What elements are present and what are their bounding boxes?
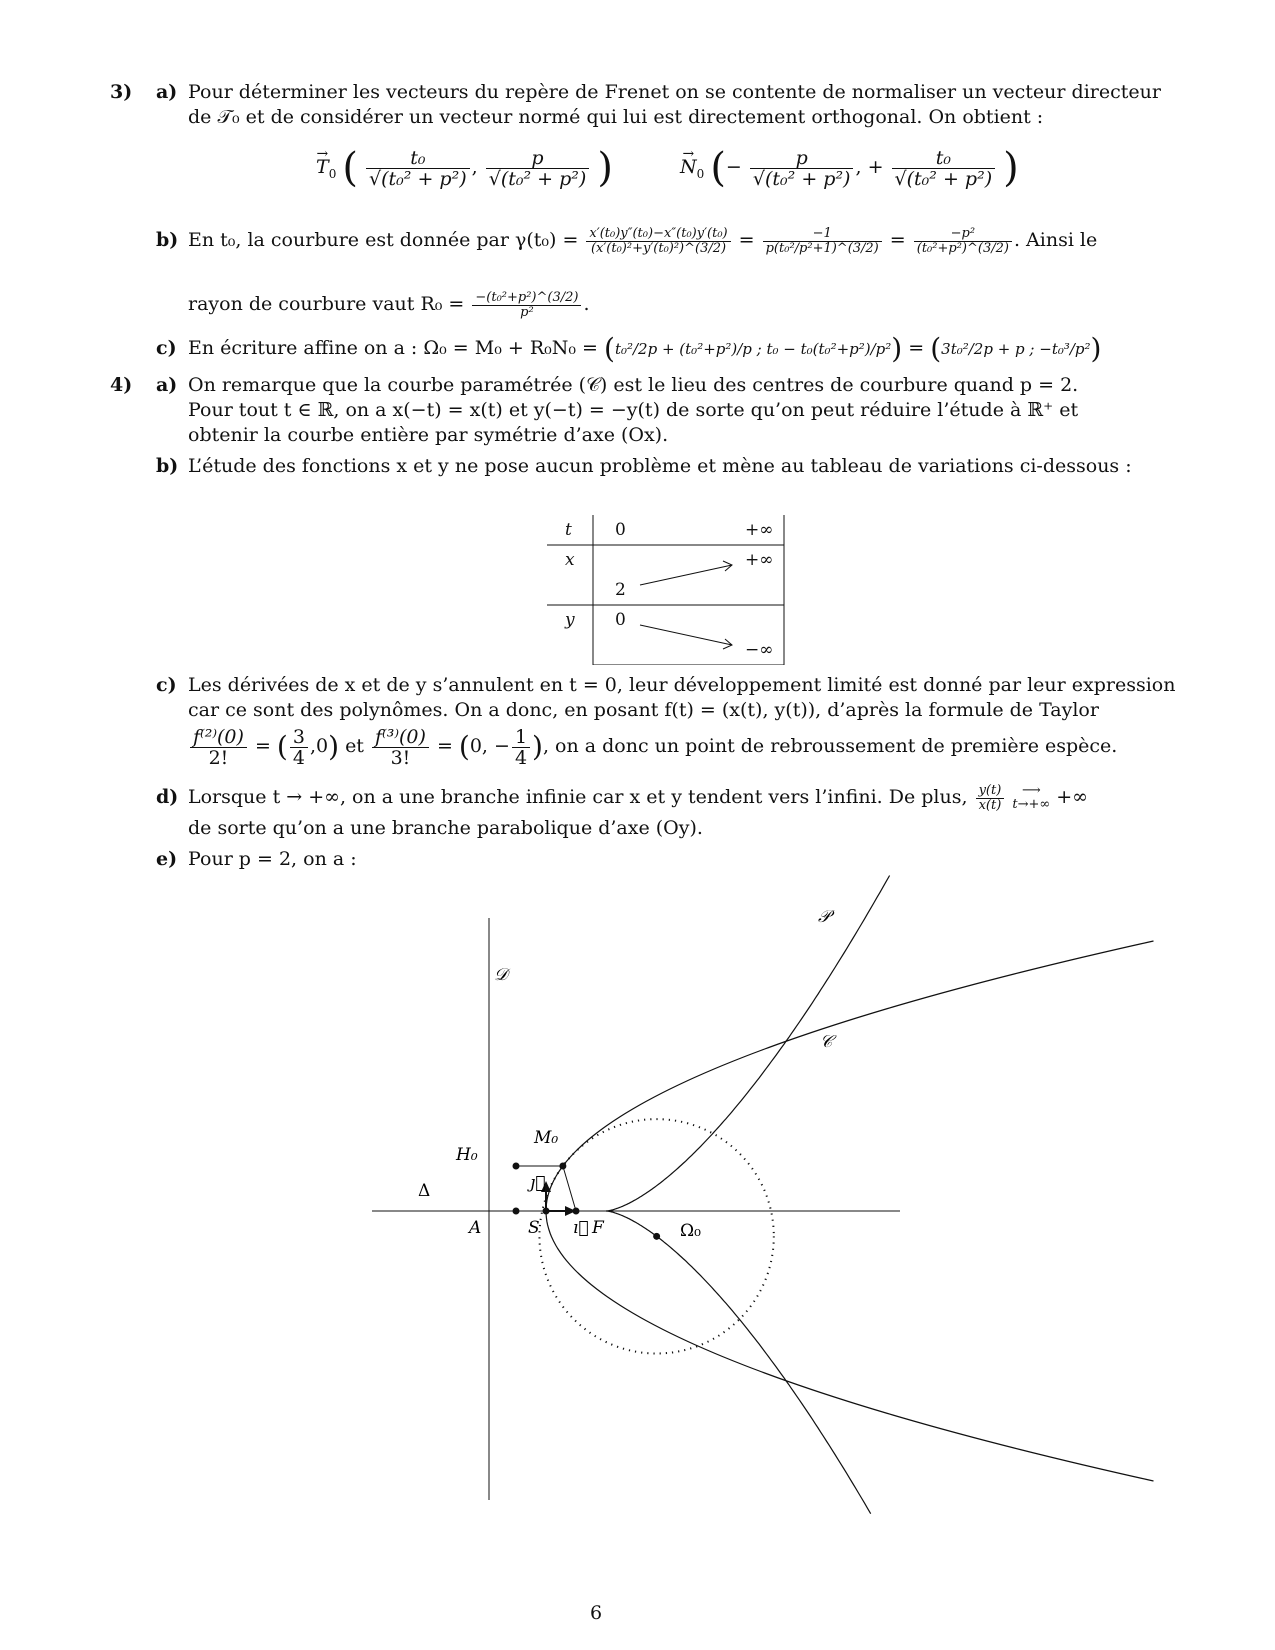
- q3a-line2: de 𝒯₀ et de considérer un vecteur normé qui lui est directement orthogonal. On obtient :: [188, 106, 1044, 128]
- q4b-line1: L’étude des fonctions x et y ne pose aucun problème et mène au tableau de variations ci-dessous :: [188, 455, 1132, 477]
- table-t-end: +∞: [745, 520, 774, 540]
- T-comp1-den: √(t₀² + p²): [369, 167, 467, 190]
- N-comp1-den: √(t₀² + p²): [752, 167, 851, 190]
- taylor-v1-den: 4: [292, 746, 305, 769]
- q4c-line2: car ce sont des polynômes. On a donc, en posant f(t) = (x(t), y(t)), d’après la formule de Taylor: [188, 699, 1099, 721]
- label-M0: M₀: [534, 1128, 559, 1148]
- point-M0: [559, 1163, 566, 1170]
- taylor-and: et: [345, 735, 364, 757]
- label-H0: H₀: [456, 1145, 478, 1165]
- branch-ratio-num: y(t): [976, 784, 1005, 799]
- branch-limit: ⟶ t→+∞: [1012, 783, 1051, 812]
- taylor-f2-den: 2!: [208, 746, 229, 769]
- table-y-start: 0: [615, 610, 626, 630]
- q4e-label: e): [156, 848, 178, 870]
- q4a-line3: obtenir la courbe entière par symétrie d’axe (Ox).: [188, 424, 669, 446]
- N-comp1-num: p: [750, 148, 854, 169]
- curvature-frac1-den: (x′(t₀)²+y′(t₀)²)^(3/2): [590, 240, 727, 256]
- table-x-end: +∞: [745, 550, 774, 570]
- q4e-line1: Pour p = 2, on a :: [188, 848, 357, 870]
- label-C: 𝒞: [820, 1032, 833, 1052]
- curvature-ending: . Ainsi le: [1013, 229, 1098, 251]
- branch-intro: Lorsque t → +∞, on a une branche infinie car x et y tendent vers l’infini. De plus,: [188, 786, 968, 808]
- T-comp1-num: t₀: [366, 148, 470, 169]
- label-j: ȷ⃗: [530, 1173, 546, 1193]
- curvature-frac1-num: x′(t₀)y″(t₀)−x″(t₀)y′(t₀): [586, 227, 730, 242]
- q3a-line1: Pour déterminer les vecteurs du repère de Frenet on se contente de normaliser un vecteur directeur: [188, 81, 1161, 103]
- label-S: S: [528, 1218, 540, 1238]
- T-vector-symbol: → T: [316, 142, 329, 192]
- q3b-line1: En t₀, la courbure est donnée par γ(t₀) = $\frac{\text{x′(t₀)y″(t₀)−x″(t₀)y′(t₀)}}{\text{(x′(t₀)²+y′(t₀)²)\textasciicircum{}(3/2)}}$ = $\frac{-1}{\text{p(t₀²/p²+1)\textasciicircum{}(3/2)}}$ = $\frac{\text{−p²}}{\text{(t₀²+p²)\textasciicircum{}(3/2)}}$ . Ainsi le: [188, 225, 1098, 256]
- taylor-v2-num: 1: [512, 727, 530, 748]
- q4-label: 4): [110, 374, 133, 396]
- label-i: ı⃗: [573, 1218, 589, 1238]
- taylor-v2-den: 4: [514, 746, 528, 769]
- frenet-T-vector: → $T_0$ ( $\frac{\text{t₀}}{\text{√(t₀² + p²)}}$ , $\frac{p}{\text{√(t₀² + p²)}}$ ): [316, 142, 613, 199]
- branch-limit-value: +∞: [1056, 786, 1088, 808]
- curvature-frac3-num: −p²: [914, 227, 1012, 242]
- label-A: A: [469, 1218, 482, 1238]
- q4a-label: a): [156, 374, 178, 396]
- taylor-f3-num: f⁽³⁾(0): [372, 727, 429, 748]
- curvature-frac3-den: (t₀²+p²)^(3/2): [916, 240, 1009, 256]
- label-Delta: Δ: [418, 1181, 431, 1201]
- q4c-line1: Les dérivées de x et de y s’annulent en t = 0, leur développement limité est donné par leur expression: [188, 674, 1176, 696]
- curvature-frac2-num: −1: [763, 227, 882, 242]
- center-expr-1: t₀²/2p + (t₀²+p²)/p ; t₀ − t₀(t₀²+p²)/p²: [614, 340, 892, 358]
- point-A: [513, 1208, 520, 1215]
- label-P: 𝒫: [818, 907, 831, 927]
- N-vector-symbol: → N: [680, 142, 697, 192]
- page-number: 6: [590, 1602, 603, 1624]
- table-row-x: x: [565, 550, 575, 570]
- q4d-line2: de sorte qu’on a une branche parabolique d’axe (Oy).: [188, 817, 703, 839]
- point-F: [573, 1208, 580, 1215]
- table-y-end: −∞: [745, 640, 774, 660]
- table-row-t: t: [565, 520, 572, 540]
- N-comp2-den: √(t₀² + p²): [894, 167, 993, 190]
- q3b-line2: rayon de courbure vaut R₀ = $\frac{\text{−(t₀²+p²)\textasciicircum{}(3/2)}}{\text{p²}}$ .: [188, 289, 590, 320]
- q3c-line: En écriture affine on a : Ω₀ = M₀ + R₀N₀ = (t₀²/2p + (t₀²+p²)/p ; t₀ − t₀(t₀²+p²)/p²) = (3t₀²/2p + p ; −t₀³/p²): [188, 332, 1102, 365]
- q4b-label: b): [156, 455, 179, 477]
- radius-num: −(t₀²+p²)^(3/2): [472, 291, 581, 306]
- center-expr-2: 3t₀²/2p + p ; −t₀³/p²: [941, 340, 1091, 358]
- segment-M0-F: [563, 1166, 576, 1211]
- taylor-v1-num: 3: [290, 727, 308, 748]
- q4c-line3: $\frac{\text{f⁽²⁾(0)}}{2!}$ = ( $\frac{3}{4}$ ,0) et $\frac{\text{f⁽³⁾(0)}}{3!}$ = (0, − $\frac{1}{4}$ ), on a donc un point de rebroussement de première espèce.: [188, 722, 1117, 771]
- branch-limit-under: t→+∞: [1012, 797, 1051, 812]
- taylor-v2-first: 0, −: [469, 735, 510, 757]
- N-vector-subscript: 0: [696, 166, 705, 181]
- point-Omega0: [653, 1233, 660, 1240]
- taylor-ending: , on a donc un point de rebroussement de première espèce.: [542, 735, 1118, 757]
- T-comp2-num: p: [486, 148, 590, 169]
- taylor-f3-den: 3!: [390, 746, 411, 769]
- T-vector-subscript: 0: [328, 166, 337, 181]
- q3a-label: a): [156, 81, 178, 103]
- N-comp2-num: t₀: [892, 148, 996, 169]
- q4a-line1: On remarque que la courbe paramétrée (𝒞) est le lieu des centres de courbure quand p = 2.: [188, 374, 1079, 396]
- point-S: [543, 1208, 550, 1215]
- q4c-label: c): [156, 674, 177, 696]
- frenet-N-vector: → $N_0$ (− $\frac{p}{\text{√(t₀² + p²)}}$ , + $\frac{\text{t₀}}{\text{√(t₀² + p²)}}$ ): [680, 142, 1019, 199]
- table-t-start: 0: [615, 520, 626, 540]
- branch-ratio-den: x(t): [978, 797, 1002, 813]
- center-intro: En écriture affine on a : Ω₀ = M₀ + R₀N₀ =: [188, 337, 598, 359]
- q3b-label: b): [156, 229, 179, 251]
- curvature-intro: En t₀, la courbure est donnée par γ(t₀) =: [188, 229, 579, 251]
- q3-label: 3): [110, 81, 133, 103]
- evolute-C-curve: [606, 876, 890, 1514]
- point-H0: [513, 1163, 520, 1170]
- radius-den: p²: [520, 304, 534, 320]
- q4d-label: d): [156, 786, 179, 808]
- table-x-start: 2: [615, 580, 626, 600]
- label-D: 𝒟: [494, 965, 508, 985]
- label-F: F: [592, 1218, 604, 1238]
- label-Omega0: Ω₀: [680, 1221, 701, 1241]
- table-row-y: y: [565, 610, 575, 630]
- taylor-v1-second: ,0: [309, 735, 329, 757]
- T-comp2-den: √(t₀² + p²): [488, 167, 587, 190]
- q4a-line2: Pour tout t ∈ ℝ, on a x(−t) = x(t) et y(−t) = −y(t) de sorte qu’on peut réduire l’étude à ℝ⁺ et: [188, 399, 1079, 421]
- radius-intro: rayon de courbure vaut R₀ =: [188, 293, 465, 315]
- curvature-frac2-den: p(t₀²/p²+1)^(3/2): [765, 240, 879, 256]
- taylor-f2-num: f⁽²⁾(0): [190, 727, 247, 748]
- q3c-label: c): [156, 337, 177, 359]
